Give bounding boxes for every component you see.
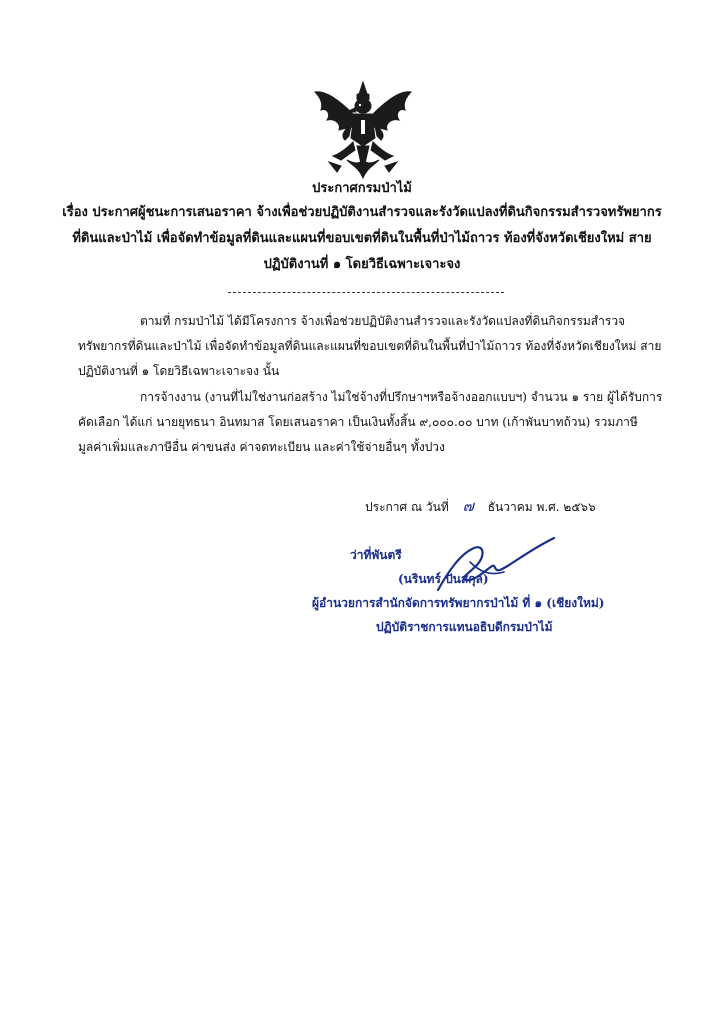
signer-position-2: ปฏิบัติราชการแทนอธิบดีกรมป่าไม้: [376, 620, 553, 634]
subject-line-3: ปฏิบัติงานที่ ๑ โดยวิธีเฉพาะเจาะจง: [263, 257, 461, 272]
paragraph-1-line-1: ตามที่ กรมป่าไม้ ได้มีโครงการ จ้างเพื่อช่วยปฏิบัติงานสำรวจและรังวัดแปลงที่ดินกิจกรรมสำรวจ: [140, 314, 626, 328]
signer-rank: ว่าที่พันตรี: [350, 548, 402, 562]
paragraph-2-line-1: การจ้างงาน (งานที่ไม่ใช่งานก่อสร้าง ไม่ใช่จ้างที่ปรึกษาฯหรือจ้างออกแบบฯ) จำนวน ๑ ราย ผู้ได้รับการ: [140, 390, 663, 404]
paragraph-2-line-3: มูลค่าเพิ่มและภาษีอื่น ค่าขนส่ง ค่าจดทะเบียน และค่าใช้จ่ายอื่นๆ ทั้งปวง: [78, 440, 445, 454]
org-heading-text: ประกาศกรมป่าไม้: [312, 181, 412, 196]
date-prefix: ประกาศ ณ วันที่: [365, 500, 449, 514]
paragraph-1-line-2: ทรัพยากรที่ดินและป่าไม้ เพื่อจัดทำข้อมูลที่ดินและแผนที่ขอบเขตที่ดินในพื้นที่ป่าไม้ถาวร ท้องที่จังหวัดเชียงใหม่ สาย: [78, 339, 662, 353]
paragraph-2-line-2: คัดเลือก ได้แก่ นายยุทธนา อินทมาส โดยเสนอราคา เป็นเงินทั้งสิ้น ๙,๐๐๐.๐๐ บาท (เก้าพันบาทถ้วน) รวมภาษี: [78, 415, 638, 429]
signature-block: [280, 540, 620, 640]
paragraph-1-line-3: ปฏิบัติงานที่ ๑ โดยวิธีเฉพาะเจาะจง นั้น: [78, 364, 280, 378]
subject-heading: [0, 200, 724, 278]
org-heading: [0, 176, 724, 202]
date-day: ๗: [462, 497, 474, 515]
paragraph-2: [78, 385, 663, 460]
subject-line-2: ที่ดินและป่าไม้ เพื่อจัดทำข้อมูลที่ดินและแผนที่ขอบเขตที่ดินในพื้นที่ป่าไม้ถาวร ท้องที่จังหวัดเชียงใหม่ สาย: [72, 231, 652, 246]
garuda-emblem-icon: [311, 80, 415, 180]
heading-divider: [228, 292, 504, 293]
subject-line-1: เรื่อง ประกาศผู้ชนะการเสนอราคา จ้างเพื่อช่วยปฏิบัติงานสำรวจและรังวัดแปลงที่ดินกิจกรรมสำรวจทรัพยากร: [62, 205, 662, 220]
paragraph-1: [78, 309, 662, 384]
signer-name: (นรินทร์ ปันสกุล): [398, 572, 489, 586]
announcement-date: [365, 494, 596, 518]
signer-position-1: ผู้อำนวยการสำนักจัดการทรัพยากรป่าไม้ ที่ ๑ (เชียงใหม่): [312, 596, 605, 610]
date-suffix: ธันวาคม พ.ศ. ๒๕๖๖: [487, 500, 596, 514]
